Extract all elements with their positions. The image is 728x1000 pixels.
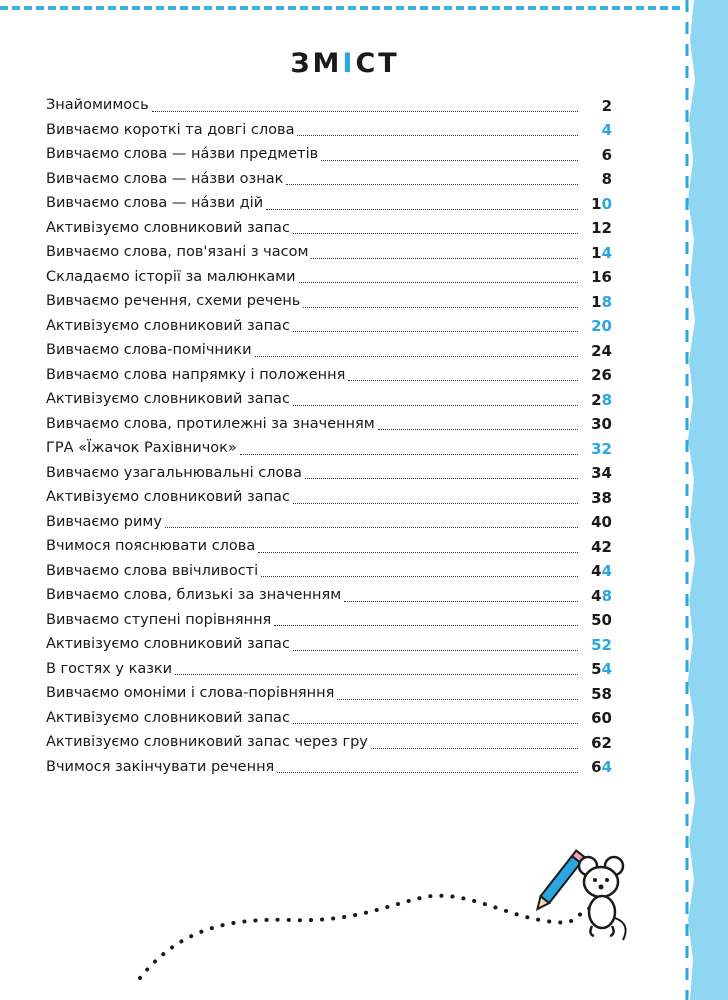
toc-entry-page: 20 bbox=[591, 317, 612, 335]
toc-entry[interactable] bbox=[46, 262, 612, 287]
title-part-2: СТ bbox=[355, 48, 400, 79]
pencil-icon bbox=[533, 851, 585, 913]
toc-entry-page: 34 bbox=[591, 464, 612, 482]
toc-leader-dots bbox=[266, 209, 578, 210]
toc-entry[interactable] bbox=[46, 335, 612, 360]
toc-entry-label: Вивчаємо слова напрямку і положення bbox=[46, 366, 346, 383]
toc-leader-dots bbox=[258, 552, 578, 553]
toc-entry[interactable] bbox=[46, 605, 612, 630]
toc-entry[interactable] bbox=[46, 409, 612, 434]
toc-entry-page: 2 bbox=[601, 96, 612, 115]
toc-entry-label: Активізуємо словниковий запас bbox=[46, 709, 290, 726]
toc-leader-dots bbox=[293, 405, 578, 406]
toc-leader-dots bbox=[293, 723, 578, 724]
toc-leader-dots bbox=[305, 478, 578, 479]
toc-entry[interactable] bbox=[46, 360, 612, 385]
toc-entry-label: Активізуємо словниковий запас bbox=[46, 489, 290, 505]
toc-entry-page: 62 bbox=[591, 733, 612, 752]
toc-entry-label: Знайомимось bbox=[46, 97, 149, 113]
toc-leader-dots bbox=[299, 282, 578, 283]
toc-entry-page: 4 bbox=[601, 121, 612, 139]
toc-entry-label: Вивчаємо короткі та довгі слова bbox=[46, 121, 295, 138]
toc-entry-label: Активізуємо словниковий запас bbox=[46, 636, 290, 652]
toc-entry[interactable] bbox=[46, 164, 612, 189]
toc-entry-label: Активізуємо словниковий запас bbox=[46, 317, 290, 334]
toc-leader-dots bbox=[337, 699, 578, 700]
toc-entry-page: 24 bbox=[591, 341, 612, 360]
toc-entry-page: 64 bbox=[591, 758, 612, 776]
toc-leader-dots bbox=[344, 601, 578, 602]
toc-entry-label: Вивчаємо слова — на́зви ознак bbox=[46, 170, 284, 187]
page-title bbox=[0, 48, 690, 79]
toc-entry-label: Вивчаємо ступені порівняння bbox=[46, 611, 272, 628]
toc-leader-dots bbox=[378, 429, 578, 430]
toc-entry-page: 12 bbox=[591, 219, 612, 237]
toc-entry[interactable] bbox=[46, 286, 612, 311]
toc-entry-page: 18 bbox=[591, 292, 612, 311]
title-part-1: ЗМ bbox=[290, 48, 343, 79]
toc-leader-dots bbox=[274, 625, 578, 626]
toc-entry[interactable] bbox=[46, 433, 612, 458]
toc-leader-dots bbox=[297, 135, 578, 136]
toc-leader-dots bbox=[321, 160, 578, 161]
toc-entry-page: 42 bbox=[591, 537, 612, 556]
toc-entry[interactable] bbox=[46, 482, 612, 507]
toc-entry-page: 40 bbox=[591, 513, 612, 531]
toc-leader-dots bbox=[311, 258, 578, 259]
toc-entry-label: Складаємо історії за малюнками bbox=[46, 268, 296, 285]
toc-entry-label: Активізуємо словниковий запас bbox=[46, 391, 290, 407]
toc-entry-page: 8 bbox=[601, 170, 612, 188]
toc-entry[interactable] bbox=[46, 629, 612, 654]
toc-entry-page: 16 bbox=[591, 268, 612, 286]
toc-entry[interactable] bbox=[46, 727, 612, 752]
toc-entry-label: Вчимося закінчувати речення bbox=[46, 758, 275, 775]
toc-leader-dots bbox=[261, 576, 578, 577]
toc-leader-dots bbox=[240, 454, 578, 455]
toc-leader-dots bbox=[286, 184, 578, 185]
toc-entry-page: 48 bbox=[591, 586, 612, 605]
toc-leader-dots bbox=[348, 380, 578, 381]
toc-entry-page: 30 bbox=[591, 415, 612, 433]
toc-entry-page: 58 bbox=[591, 684, 612, 703]
toc-entry[interactable] bbox=[46, 654, 612, 679]
toc-entry-label: Вивчаємо слова — на́зви предметів bbox=[46, 146, 319, 162]
toc-entry-page: 60 bbox=[591, 709, 612, 727]
toc-entry[interactable] bbox=[46, 531, 612, 556]
toc-entry-label: Вивчаємо слова, близькі за значенням bbox=[46, 587, 342, 603]
toc-entry-label: Вивчаємо слова — на́зви дій bbox=[46, 195, 264, 211]
toc-entry-label: Вивчаємо слова, пов'язані з часом bbox=[46, 244, 309, 260]
toc-entry[interactable] bbox=[46, 703, 612, 728]
toc-entry[interactable] bbox=[46, 507, 612, 532]
toc-entry-label: Вивчаємо слова, протилежні за значенням bbox=[46, 415, 375, 432]
toc-entry[interactable] bbox=[46, 556, 612, 581]
toc-entry-page: 52 bbox=[591, 635, 612, 654]
table-of-contents bbox=[46, 90, 612, 776]
toc-entry-page: 14 bbox=[591, 243, 612, 262]
toc-entry-page: 32 bbox=[591, 439, 612, 458]
toc-entry-page: 44 bbox=[591, 562, 612, 580]
mouse-icon bbox=[579, 857, 626, 940]
toc-entry-page: 38 bbox=[591, 488, 612, 507]
toc-leader-dots bbox=[277, 772, 578, 773]
toc-entry-label: Активізуємо словниковий запас через гру bbox=[46, 734, 368, 750]
toc-leader-dots bbox=[293, 650, 578, 651]
toc-entry-label: Активізуємо словниковий запас bbox=[46, 219, 290, 236]
toc-entry-page: 50 bbox=[591, 611, 612, 629]
right-decorative-band bbox=[684, 0, 728, 1000]
toc-leader-dots bbox=[303, 307, 578, 308]
toc-entry[interactable] bbox=[46, 115, 612, 140]
title-accent-letter: І bbox=[342, 48, 356, 79]
toc-leader-dots bbox=[165, 527, 578, 528]
toc-entry-page: 26 bbox=[591, 366, 612, 384]
toc-entry[interactable] bbox=[46, 384, 612, 409]
dotted-trail bbox=[140, 896, 590, 978]
toc-leader-dots bbox=[293, 233, 578, 234]
toc-entry[interactable] bbox=[46, 188, 612, 213]
toc-leader-dots bbox=[175, 674, 578, 675]
doodle-illustration bbox=[120, 848, 660, 988]
toc-entry-label: ГРА «Їжачок Рахівничок» bbox=[46, 440, 237, 456]
toc-leader-dots bbox=[152, 111, 578, 112]
toc-entry[interactable] bbox=[46, 311, 612, 336]
toc-entry[interactable] bbox=[46, 678, 612, 703]
toc-entry-page: 10 bbox=[591, 194, 612, 213]
toc-entry[interactable] bbox=[46, 139, 612, 164]
toc-entry-label: Вивчаємо слова ввічливості bbox=[46, 562, 259, 579]
toc-entry-label: Вивчаємо узагальнювальні слова bbox=[46, 464, 302, 481]
toc-entry[interactable] bbox=[46, 458, 612, 483]
toc-entry[interactable] bbox=[46, 90, 612, 115]
toc-entry[interactable] bbox=[46, 752, 612, 777]
toc-entry-label: Вивчаємо слова-помічники bbox=[46, 342, 252, 358]
toc-entry-page: 54 bbox=[591, 660, 612, 678]
toc-entry-label: Вивчаємо риму bbox=[46, 513, 162, 530]
toc-leader-dots bbox=[371, 748, 578, 749]
toc-entry-label: Вивчаємо омоніми і слова-порівняння bbox=[46, 685, 335, 701]
toc-leader-dots bbox=[255, 356, 579, 357]
toc-entry-label: В гостях у казки bbox=[46, 660, 173, 677]
toc-entry-label: Вивчаємо речення, схеми речень bbox=[46, 293, 301, 309]
toc-leader-dots bbox=[293, 331, 578, 332]
toc-entry-page: 28 bbox=[591, 390, 612, 409]
top-dashed-border bbox=[0, 6, 680, 10]
toc-entry-label: Вчимося пояснювати слова bbox=[46, 538, 256, 554]
toc-entry[interactable] bbox=[46, 580, 612, 605]
toc-entry[interactable] bbox=[46, 213, 612, 238]
toc-leader-dots bbox=[293, 503, 578, 504]
toc-entry[interactable] bbox=[46, 237, 612, 262]
toc-entry-page: 6 bbox=[601, 145, 612, 164]
